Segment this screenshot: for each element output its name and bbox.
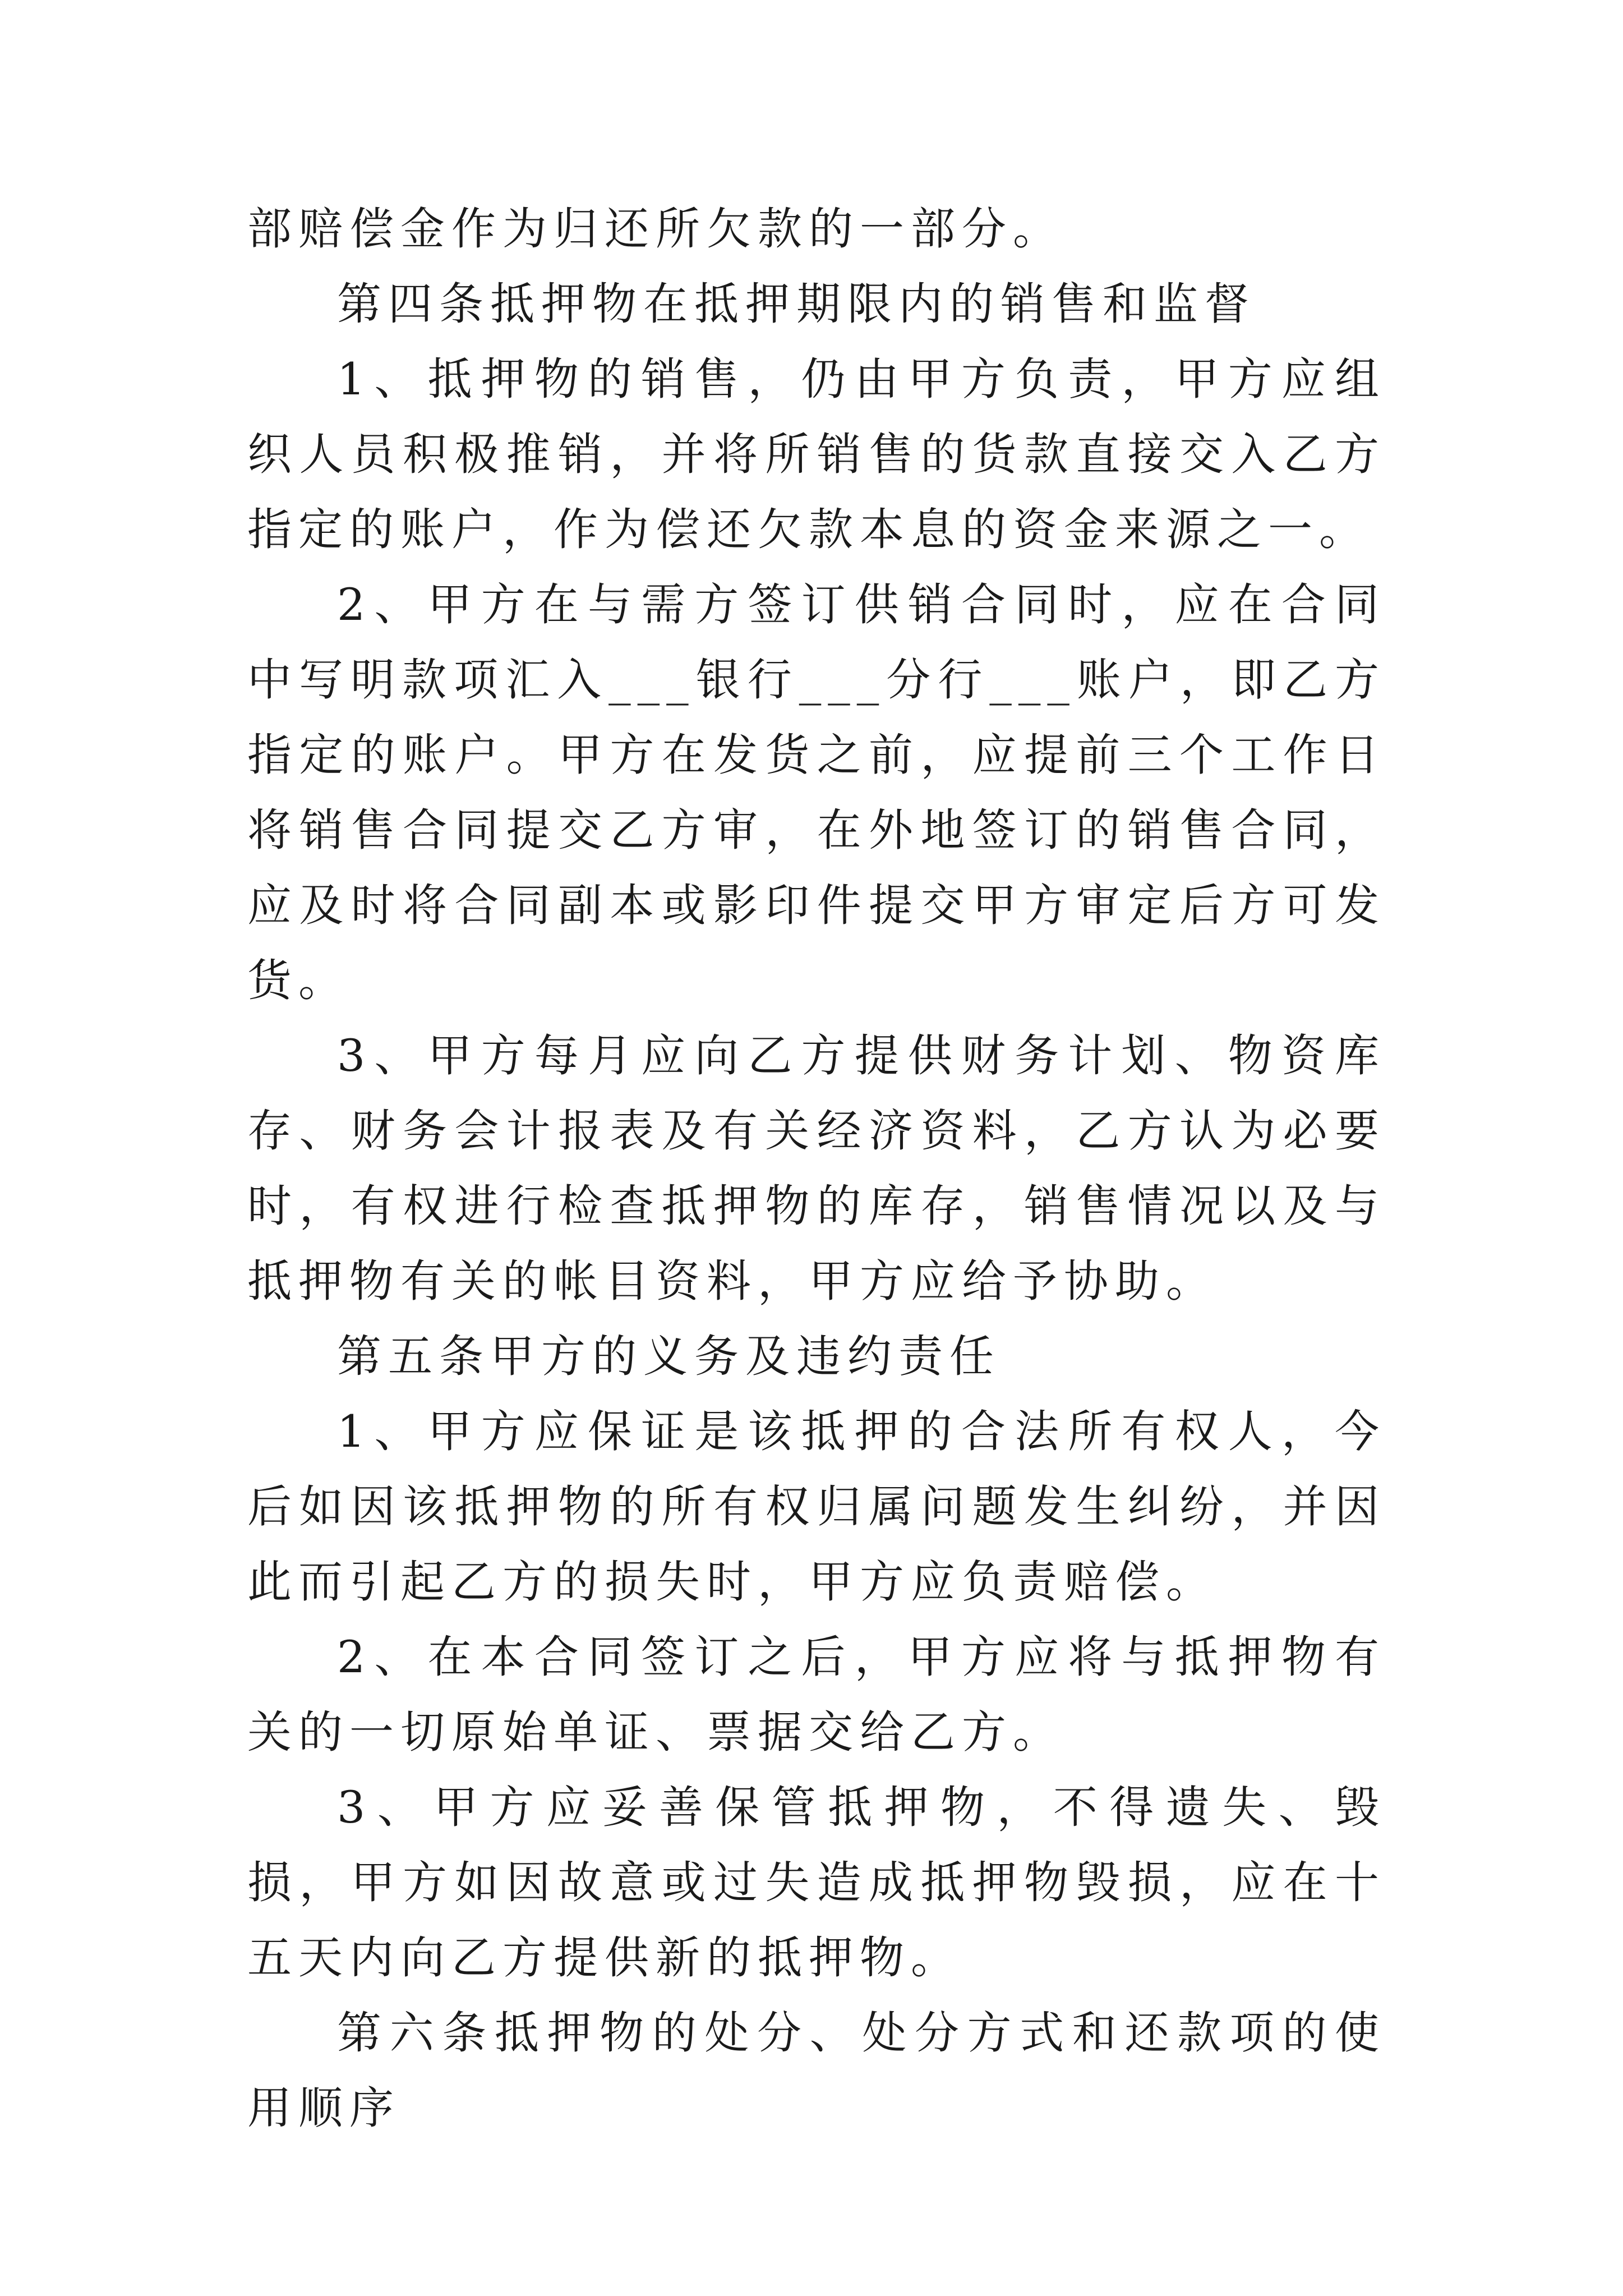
article-four-heading: 第四条抵押物在抵押期限内的销售和监督 [337,278,1256,330]
article-five-heading: 第五条甲方的义务及违约责任 [337,1331,1000,1382]
article-four-clause-3: 3、甲方每月应向乙方提供财务计划、物资库存、财务会计报表及有关经济资料，乙方认为必要时，有权进行检查抵押物的库存，销售情况以及与抵押物有关的帐目资料，甲方应给予协助。 [247,1030,1386,1307]
article-five-clause-3: 3、甲方应妥善保管抵押物，不得遗失、毁损，甲方如因故意或过失造成抵押物毁损，应在十五天内向乙方提供新的抵押物。 [247,1782,1386,1984]
paragraph-continuation: 部赔偿金作为归还所欠款的一部分。 [247,203,1064,255]
contract-body [247,191,1386,2146]
article-six-heading: 第六条抵押物的处分、处分方式和还款项的使用顺序 [247,2007,1386,2134]
article-five-clause-2: 2、在本合同签订之后，甲方应将与抵押物有关的一切原始单证、票据交给乙方。 [247,1631,1386,1758]
article-four-clause-1: 1、抵押物的销售，仍由甲方负责，甲方应组织人员积极推销，并将所销售的货款直接交入乙方指定的账户，作为偿还欠款本息的资金来源之一。 [247,353,1386,555]
article-five-clause-1: 1、甲方应保证是该抵押的合法所有权人，今后如因该抵押物的所有权归属问题发生纠纷，并因此而引起乙方的损失时，甲方应负责赔偿。 [247,1406,1386,1608]
article-four-clause-2: 2、甲方在与需方签订供销合同时，应在合同中写明款项汇入___银行___分行___账户，即乙方指定的账户。甲方在发货之前，应提前三个工作日将销售合同提交乙方审，在外地签订的销售合同，应及时将合同副本或影印件提交甲方审定后方可发货。 [247,579,1386,1006]
